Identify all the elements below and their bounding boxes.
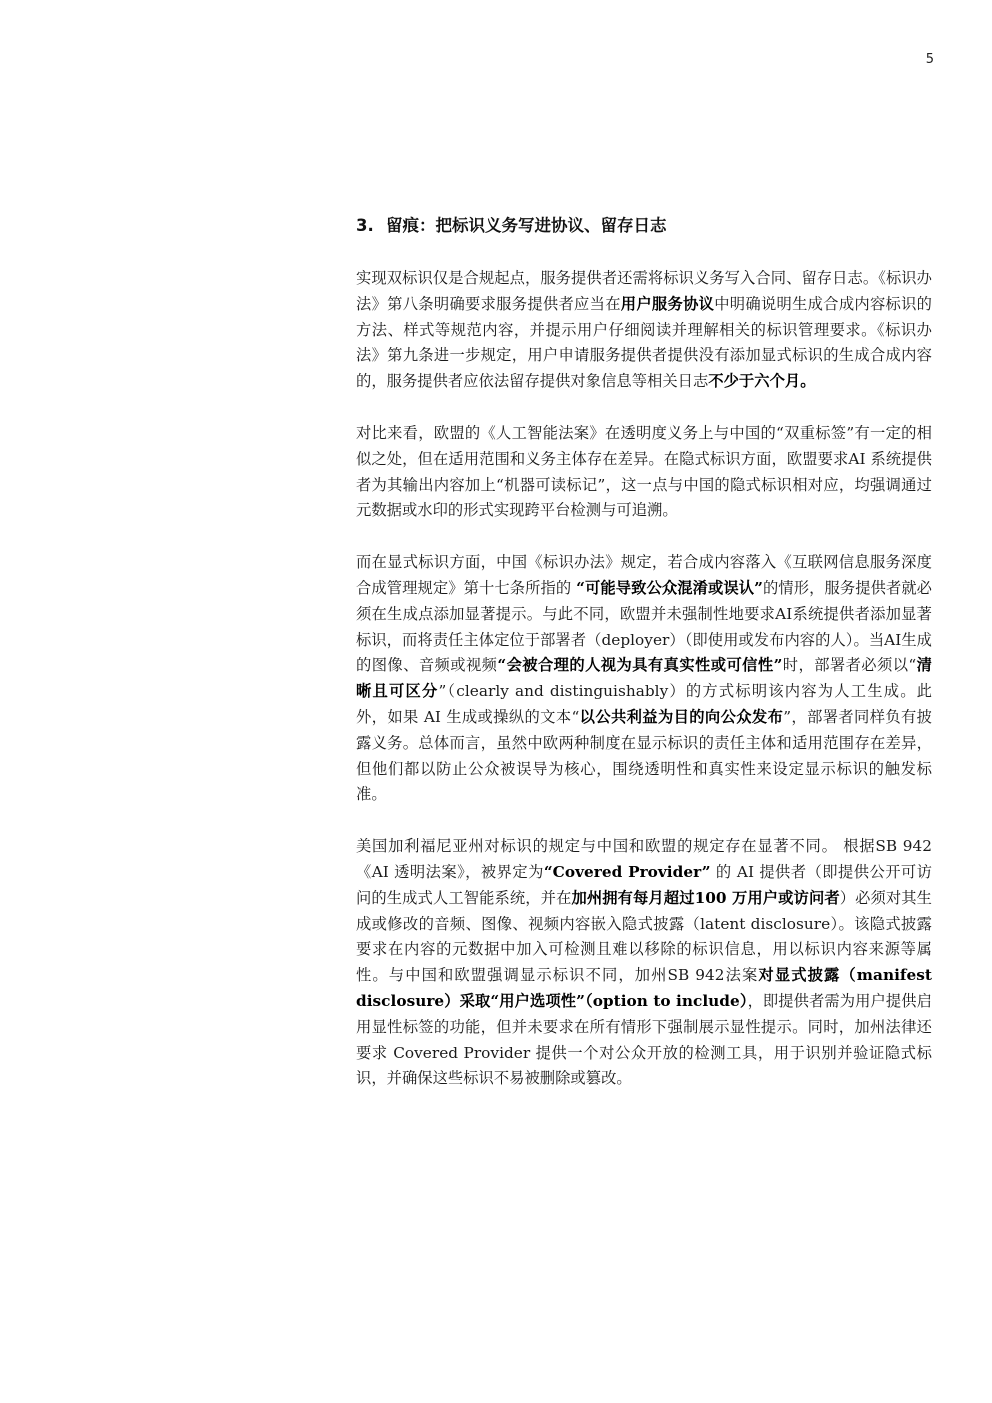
paragraph-text: 的情形，服务提供者就必须在生成点添加显著提示。与此不同，欧盟并未强制性地要求AI系统提供者添加显著标识，而将责任主体定位于部署者（deployer）（即使用或发布内容的人）。当AI生成的图像、音频或视频 — [356, 578, 933, 675]
paragraph-text: 的 AI 提供者（即提供公开可访问的生成式人工智能系统，并在 — [356, 862, 932, 907]
paragraph-text: ”，部署者同样负有披露义务。总体而言，虽然中欧两种制度在显示标识的责任主体和适用范围存在差异，但他们都以防止公众被误导为核心，围绕透明性和真实性来设定显示标识的触发标准。 — [356, 707, 932, 804]
paragraph-text: ）必须对其生成或修改的音频、图像、视频内容嵌入隐式披露（latent disclosure）。该隐式披露要求在内容的元数据中加入可检测且难以移除的标识信息，用以标识内容来源等属性。与中国和欧盟强调显示标识不同，加州SB 942法案 — [356, 888, 933, 985]
section-number: 3. — [356, 216, 374, 235]
emphasis-text: “可能导致公众混淆或误认” — [576, 578, 763, 597]
paragraph — [356, 421, 932, 524]
emphasis-text: 加州拥有每月超过100 万用户或访问者 — [571, 888, 840, 907]
paragraph — [356, 834, 932, 1092]
body-text — [356, 266, 932, 1092]
emphasis-text: 清晰且可区分 — [356, 656, 932, 701]
section-heading — [356, 213, 932, 239]
emphasis-text: 用户服务协议 — [620, 294, 715, 313]
emphasis-text: 对显式披露（manifest disclosure）采取“用户选项性”（option to include） — [356, 966, 932, 1010]
paragraph-text: 美国加利福尼亚州对标识的规定与中国和欧盟的规定存在显著不同。 根据SB 942 《AI 透明法案》，被界定为 — [356, 837, 932, 881]
paragraph — [356, 550, 932, 808]
paragraph-text: ，即提供者需为用户提供启用显性标签的功能，但并未要求在所有情形下强制展示显性提示。同时，加州法律还要求 Covered Provider 提供一个对公众开放的检测工具，用于识别并验证隐式标识，并确保这些标识不易被删除或篡改。 — [356, 991, 932, 1088]
paragraph-text: 中明确说明生成合成内容标识的方法、样式等规范内容，并提示用户仔细阅读并理解相关的标识管理要求。《标识办法》第九条进一步规定，用户申请服务提供者提供没有添加显式标识的生成合成内容的，服务提供者应依法留存提供对象信息等相关日志 — [356, 294, 933, 391]
page-number: 5 — [925, 52, 934, 67]
paragraph-text: 实现双标识仅是合规起点，服务提供者还需将标识义务写入合同、留存日志。《标识办法》第八条明确要求服务提供者应当在 — [356, 269, 932, 313]
paragraph-text: ”（clearly and distinguishably）的方式标明该内容为人工生成。此外，如果 AI 生成或操纵的文本“ — [356, 682, 932, 726]
page-content — [356, 213, 932, 1118]
paragraph-text: 对比来看，欧盟的《人工智能法案》在透明度义务上与中国的“双重标签”有一定的相似之处，但在适用范围和义务主体存在差异。在隐式标识方面，欧盟要求AI 系统提供者为其输出内容加上“机器可读标记”，这一点与中国的隐式标识相对应，均强调通过元数据或水印的形式实现跨平台检测与可追溯。 — [356, 423, 932, 520]
paragraph-text: 而在显式标识方面，中国《标识办法》规定，若合成内容落入《互联网信息服务深度合成管理规定》第十七条所指的 — [356, 553, 932, 597]
emphasis-text: “Covered Provider” — [543, 862, 711, 881]
emphasis-text: 以公共利益为目的向公众发布 — [579, 707, 784, 726]
emphasis-text: “会被合理的人视为具有真实性或可信性” — [497, 656, 783, 675]
section-title: 留痕：把标识义务写进协议、留存日志 — [386, 216, 667, 235]
paragraph-text: 时，部署者必须以“ — [782, 656, 917, 675]
paragraph — [356, 266, 932, 395]
emphasis-text: 不少于六个月。 — [708, 372, 816, 391]
